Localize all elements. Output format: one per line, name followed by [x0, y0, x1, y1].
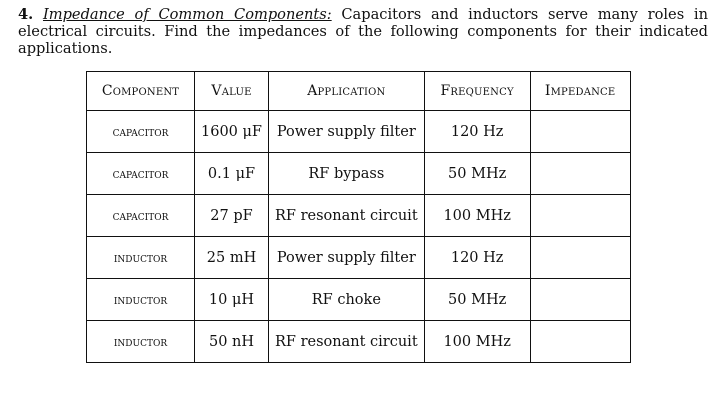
cell-component: capacitor — [87, 111, 195, 153]
table-row — [87, 279, 631, 321]
cell-value: 50 nH — [195, 321, 269, 363]
impedance-table — [86, 71, 631, 363]
table-row — [87, 321, 631, 363]
cell-impedance[interactable] — [530, 321, 630, 363]
cell-frequency: 100 MHz — [424, 195, 530, 237]
cell-frequency: 50 MHz — [424, 279, 530, 321]
cell-value: 10 μH — [195, 279, 269, 321]
cell-value: 1600 μF — [195, 111, 269, 153]
cell-frequency: 100 MHz — [424, 321, 530, 363]
header-value: Value — [195, 72, 269, 111]
table-row — [87, 195, 631, 237]
cell-component: inductor — [87, 321, 195, 363]
cell-application: RF resonant circuit — [269, 321, 425, 363]
cell-impedance[interactable] — [530, 279, 630, 321]
cell-application: RF choke — [269, 279, 425, 321]
cell-impedance[interactable] — [530, 237, 630, 279]
table-header-row — [87, 72, 631, 111]
problem-topic: Impedance of Common Components: — [42, 6, 332, 23]
problem-number: 4. — [18, 6, 34, 23]
table-row — [87, 111, 631, 153]
cell-impedance[interactable] — [530, 111, 630, 153]
cell-value: 27 pF — [195, 195, 269, 237]
cell-component: inductor — [87, 279, 195, 321]
cell-frequency: 120 Hz — [424, 111, 530, 153]
cell-application: RF bypass — [269, 153, 425, 195]
cell-impedance[interactable] — [530, 195, 630, 237]
table-row — [87, 237, 631, 279]
cell-component: inductor — [87, 237, 195, 279]
problem-statement — [18, 6, 708, 57]
cell-impedance[interactable] — [530, 153, 630, 195]
header-frequency: Frequency — [424, 72, 530, 111]
cell-application: RF resonant circuit — [269, 195, 425, 237]
header-impedance: Impedance — [530, 72, 630, 111]
cell-frequency: 50 MHz — [424, 153, 530, 195]
cell-frequency: 120 Hz — [424, 237, 530, 279]
cell-component: capacitor — [87, 195, 195, 237]
table-row — [87, 153, 631, 195]
cell-application: Power supply filter — [269, 111, 425, 153]
problem-text: Capacitors and inductors serve many roles in electrical circuits. Find the impedances of the following components for their indicated applications. — [18, 6, 708, 57]
cell-value: 25 mH — [195, 237, 269, 279]
cell-value: 0.1 μF — [195, 153, 269, 195]
cell-component: capacitor — [87, 153, 195, 195]
header-component: Component — [87, 72, 195, 111]
header-application: Application — [269, 72, 425, 111]
cell-application: Power supply filter — [269, 237, 425, 279]
